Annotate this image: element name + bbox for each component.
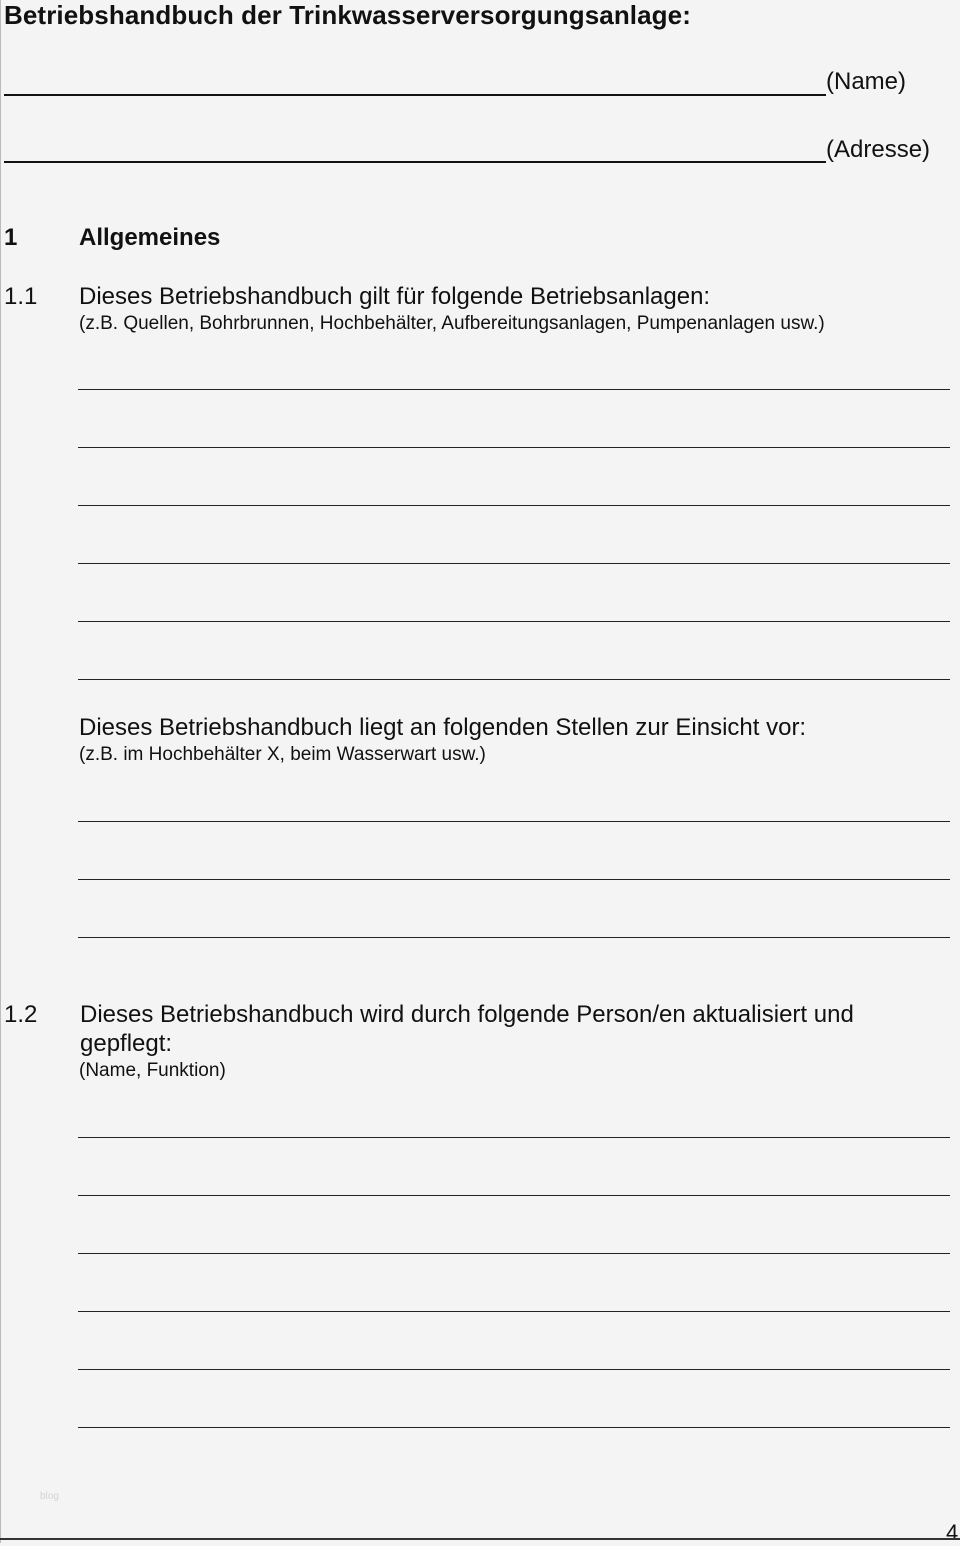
fill-in-line[interactable]: [78, 937, 950, 938]
section-1-2-number: 1.2: [4, 1001, 38, 1028]
page-bottom-edge: [0, 1538, 960, 1540]
fill-in-line[interactable]: [78, 621, 950, 622]
document-title: Betriebshandbuch der Trinkwasserversorgungsanlage:: [4, 0, 691, 30]
fill-in-line[interactable]: [78, 1253, 950, 1254]
section-1-1-text-2: Dieses Betriebshandbuch liegt an folgenden Stellen zur Einsicht vor:: [79, 714, 807, 741]
page-left-edge: [0, 0, 1, 1543]
fill-in-line[interactable]: [78, 821, 950, 822]
address-field-label: (Adresse): [826, 136, 931, 163]
section-1-1-text: Dieses Betriebshandbuch gilt für folgende Betriebsanlagen:: [79, 283, 711, 310]
fill-in-line[interactable]: [78, 389, 950, 390]
section-1-2-text-line-2: gepflegt:: [80, 1030, 173, 1057]
address-field-line[interactable]: [4, 161, 826, 163]
name-field-line[interactable]: [4, 94, 826, 96]
section-1-2-hint: (Name, Funktion): [79, 1060, 226, 1081]
section-1-1-hint-2: (z.B. im Hochbehälter X, beim Wasserwart usw.): [79, 744, 486, 765]
page-number: 4: [946, 1520, 959, 1545]
fill-in-line[interactable]: [78, 1311, 950, 1312]
fill-in-line[interactable]: [78, 1195, 950, 1196]
section-1-2-text-line-1: Dieses Betriebshandbuch wird durch folgende Person/en aktualisiert und: [80, 1001, 854, 1028]
name-field-label: (Name): [826, 68, 907, 95]
fill-in-line[interactable]: [78, 1137, 950, 1138]
fill-in-line[interactable]: [78, 679, 950, 680]
watermark: blog: [40, 1491, 59, 1502]
section-1-1-number: 1.1: [4, 283, 38, 310]
section-1-title: Allgemeines: [79, 224, 221, 251]
section-1-1-hint: (z.B. Quellen, Bohrbrunnen, Hochbehälter, Aufbereitungsanlagen, Pumpenanlagen usw.): [79, 313, 825, 334]
fill-in-line[interactable]: [78, 1427, 950, 1428]
fill-in-line[interactable]: [78, 563, 950, 564]
fill-in-line[interactable]: [78, 879, 950, 880]
fill-in-line[interactable]: [78, 505, 950, 506]
fill-in-line[interactable]: [78, 1369, 950, 1370]
fill-in-line[interactable]: [78, 447, 950, 448]
section-1-number: 1: [4, 224, 18, 251]
